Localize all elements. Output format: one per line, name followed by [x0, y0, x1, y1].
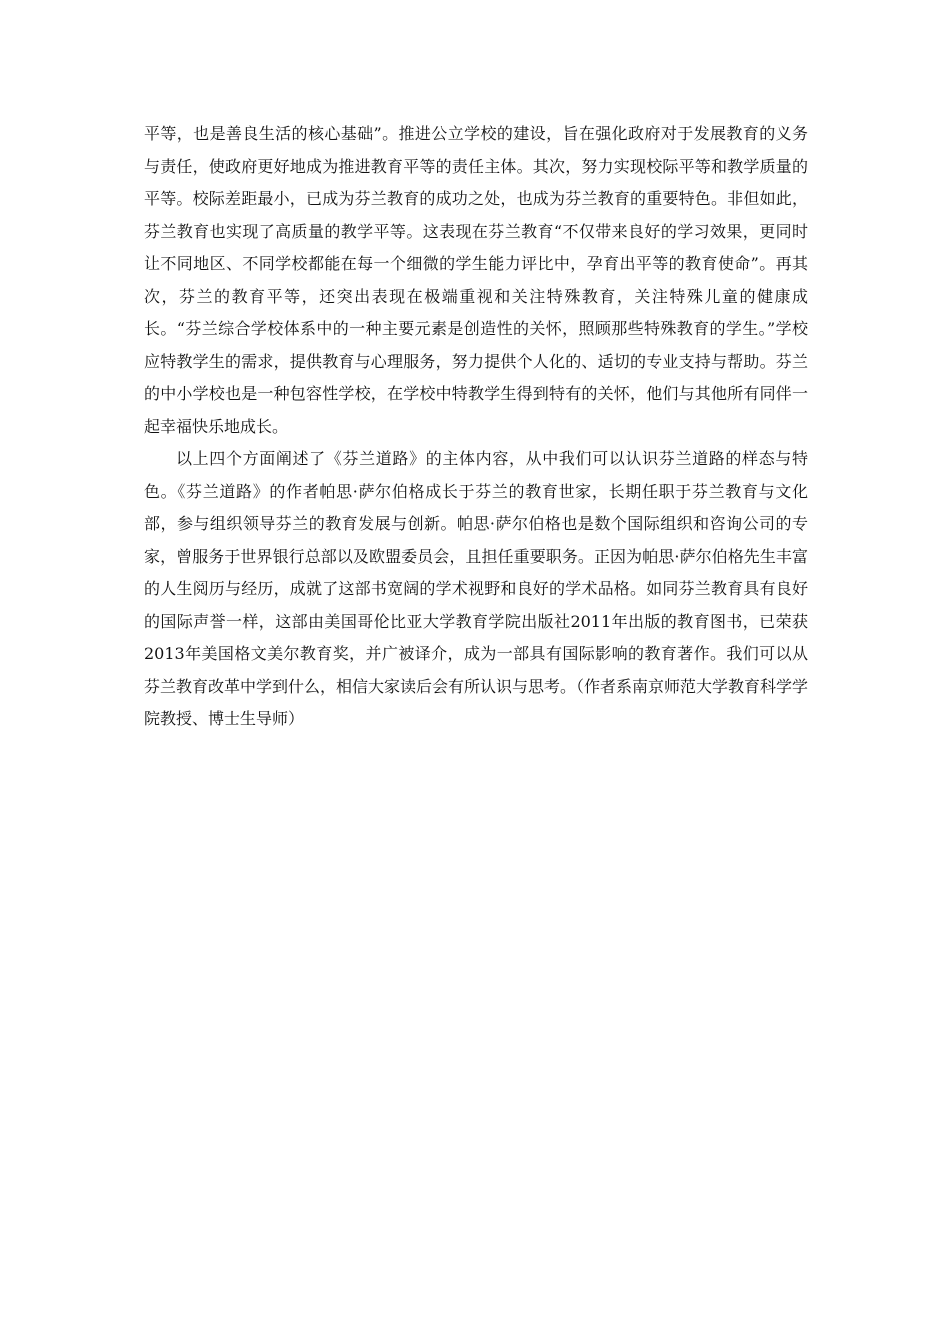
paragraph-summary: 以上四个方面阐述了《芬兰道路》的主体内容，从中我们可以认识芬兰道路的样态与特色。《芬兰道路》的作者帕思·萨尔伯格成长于芬兰的教育世家，长期任职于芬兰教育与文化部，参与组织领导芬兰的教育发展与创新。帕思·萨尔伯格也是数个国际组织和咨询公司的专家，曾服务于世界银行总部以及欧盟委员会，且担任重要职务。正因为帕思·萨尔伯格先生丰富的人生阅历与经历，成就了这部书宽阔的学术视野和良好的学术品格。如同芬兰教育具有良好的国际声誉一样，这部由美国哥伦比亚大学教育学院出版社2011年出版的教育图书，已荣获2013年美国格文美尔教育奖，并广被译介，成为一部具有国际影响的教育著作。我们可以从芬兰教育改革中学到什么，相信大家读后会有所认识与思考。（作者系南京师范大学教育科学学院教授、博士生导师） — [144, 449, 809, 728]
paragraph-continuation: 平等，也是善良生活的核心基础”。推进公立学校的建设，旨在强化政府对于发展教育的义务与责任，使政府更好地成为推进教育平等的责任主体。其次，努力实现校际平等和教学质量的平等。校际差距最小，已成为芬兰教育的成功之处，也成为芬兰教育的重要特色。非但如此，芬兰教育也实现了高质量的教学平等。这表现在芬兰教育“不仅带来良好的学习效果，更同时让不同地区、不同学校都能在每一个细微的学生能力评比中，孕育出平等的教育使命”。再其次，芬兰的教育平等，还突出表现在极端重视和关注特殊教育，关注特殊儿童的健康成长。“芬兰综合学校体系中的一种主要元素是创造性的关怀，照顾那些特殊教育的学生。”学校应特教学生的需求，提供教育与心理服务，努力提供个人化的、适切的专业支持与帮助。芬兰的中小学校也是一种包容性学校，在学校中特教学生得到特有的关怀，他们与其他所有同伴一起幸福快乐地成长。 — [144, 124, 808, 436]
document-body — [144, 118, 808, 736]
